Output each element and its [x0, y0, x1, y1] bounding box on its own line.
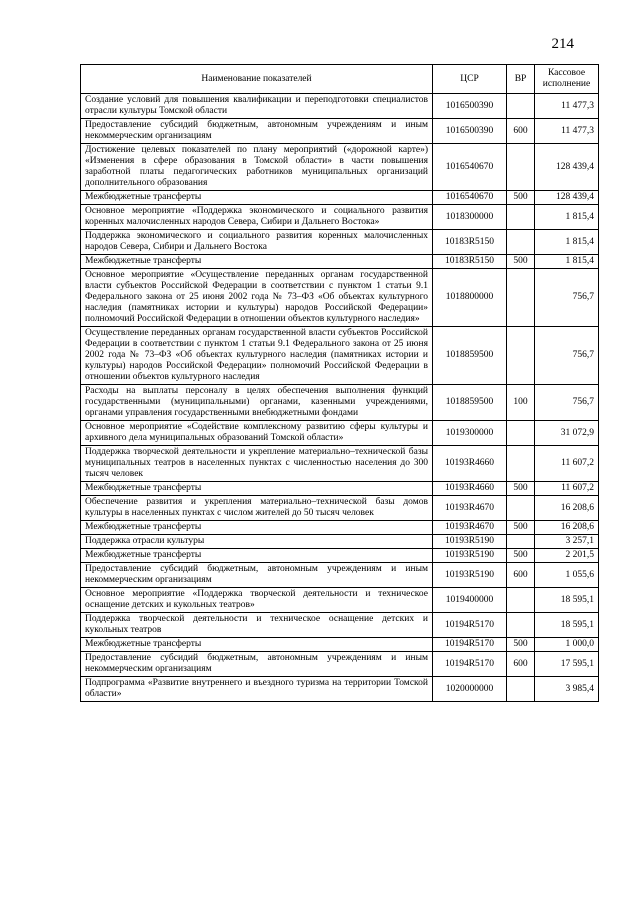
cell-csr: 10193R4660: [433, 446, 507, 482]
cell-sum: 756,7: [535, 327, 599, 385]
cell-sum: 16 208,6: [535, 496, 599, 521]
page-number: 214: [551, 36, 574, 52]
table-row: [81, 191, 599, 205]
budget-table: [80, 64, 599, 702]
cell-sum: 756,7: [535, 269, 599, 327]
cell-sum: 756,7: [535, 385, 599, 421]
cell-vr: [507, 144, 535, 191]
cell-vr: [507, 613, 535, 638]
cell-name: Подпрограмма «Развитие внутреннего и въездного туризма на территории Томской области»: [81, 677, 433, 702]
cell-csr: 10183R5150: [433, 255, 507, 269]
table-row: [81, 549, 599, 563]
cell-name: Поддержка творческой деятельности и укрепление материально–технической базы муниципальных театров в населенных пунктах с численностью населения до 300 тысяч человек: [81, 446, 433, 482]
cell-name: Межбюджетные трансферты: [81, 638, 433, 652]
cell-sum: 18 595,1: [535, 588, 599, 613]
cell-name: Достижение целевых показателей по плану мероприятий («дорожной карте») «Изменения в сфере образования в Томской области» в части повышения заработной платы педагогических работников муниципальных организаций дополнительного образования: [81, 144, 433, 191]
cell-csr: 10194R5170: [433, 613, 507, 638]
header-name: Наименование показателей: [81, 65, 433, 94]
cell-vr: 500: [507, 255, 535, 269]
table-row: [81, 521, 599, 535]
header-vr: ВР: [507, 65, 535, 94]
cell-sum: 1 815,4: [535, 255, 599, 269]
cell-name: Поддержка творческой деятельности и техническое оснащение детских и кукольных театров: [81, 613, 433, 638]
table-row: [81, 588, 599, 613]
table-row: [81, 94, 599, 119]
cell-vr: [507, 446, 535, 482]
cell-vr: [507, 496, 535, 521]
cell-csr: 1016540670: [433, 144, 507, 191]
cell-sum: 1 055,6: [535, 563, 599, 588]
table-row: [81, 563, 599, 588]
cell-name: Поддержка экономического и социального развития коренных малочисленных народов Севера, Сибири и Дальнего Востока: [81, 230, 433, 255]
cell-name: Создание условий для повышения квалификации и переподготовки специалистов отрасли культуры Томской области: [81, 94, 433, 119]
cell-name: Основное мероприятие «Содействие комплексному развитию сферы культуры и архивного дела муниципальных образований Томской области»: [81, 421, 433, 446]
cell-csr: 1018300000: [433, 205, 507, 230]
cell-name: Расходы на выплаты персоналу в целях обеспечения выполнения функций государственными (муниципальными) органами, казенными учреждениями, органами управления государственными внебюджетными фондами: [81, 385, 433, 421]
cell-vr: 500: [507, 549, 535, 563]
cell-sum: 11 477,3: [535, 94, 599, 119]
cell-vr: 100: [507, 385, 535, 421]
header-sum: Кассовое исполнение: [535, 65, 599, 94]
cell-name: Межбюджетные трансферты: [81, 482, 433, 496]
cell-csr: 1018859500: [433, 385, 507, 421]
cell-csr: 1016500390: [433, 94, 507, 119]
cell-name: Поддержка отрасли культуры: [81, 535, 433, 549]
table-row: [81, 638, 599, 652]
cell-sum: 31 072,9: [535, 421, 599, 446]
cell-vr: 500: [507, 638, 535, 652]
cell-csr: 10193R4670: [433, 521, 507, 535]
cell-vr: [507, 535, 535, 549]
cell-vr: 600: [507, 119, 535, 144]
table-row: [81, 613, 599, 638]
cell-vr: [507, 327, 535, 385]
cell-csr: 10194R5170: [433, 638, 507, 652]
cell-vr: 600: [507, 563, 535, 588]
cell-name: Межбюджетные трансферты: [81, 549, 433, 563]
cell-csr: 10193R4670: [433, 496, 507, 521]
cell-sum: 11 477,3: [535, 119, 599, 144]
table-row: [81, 482, 599, 496]
cell-name: Обеспечение развития и укрепления материально–технической базы домов культуры в населенных пунктах с числом жителей до 50 тысяч человек: [81, 496, 433, 521]
cell-sum: 16 208,6: [535, 521, 599, 535]
cell-name: Основное мероприятие «Осуществление переданных органам государственной власти субъектов Российской Федерации в соответствии с пунктом 1 статьи 9.1 Федерального закона от 25 июня 2002 года № 73–ФЗ «Об объектах культурного наследия (памятниках истории и культуры) народов Российской Федерации» полномочий Российской Федерации в отношении объектов культурного наследия»: [81, 269, 433, 327]
cell-vr: [507, 677, 535, 702]
cell-csr: 10193R4660: [433, 482, 507, 496]
cell-name: Межбюджетные трансферты: [81, 521, 433, 535]
cell-vr: [507, 269, 535, 327]
cell-name: Основное мероприятие «Поддержка экономического и социального развития коренных малочисленных народов Севера, Сибири и Дальнего Востока»: [81, 205, 433, 230]
cell-sum: 2 201,5: [535, 549, 599, 563]
cell-sum: 128 439,4: [535, 191, 599, 205]
table-row: [81, 255, 599, 269]
cell-csr: 1016540670: [433, 191, 507, 205]
cell-name: Предоставление субсидий бюджетным, автономным учреждениям и иным некоммерческим организациям: [81, 563, 433, 588]
cell-vr: 600: [507, 652, 535, 677]
cell-sum: 1 000,0: [535, 638, 599, 652]
table-row: [81, 421, 599, 446]
table-row: [81, 535, 599, 549]
cell-sum: 11 607,2: [535, 446, 599, 482]
cell-name: Предоставление субсидий бюджетным, автономным учреждениям и иным некоммерческим организациям: [81, 119, 433, 144]
cell-sum: 17 595,1: [535, 652, 599, 677]
cell-name: Межбюджетные трансферты: [81, 255, 433, 269]
table-row: [81, 327, 599, 385]
table-row: [81, 446, 599, 482]
cell-vr: 500: [507, 191, 535, 205]
cell-vr: [507, 421, 535, 446]
cell-name: Межбюджетные трансферты: [81, 191, 433, 205]
cell-csr: 1016500390: [433, 119, 507, 144]
cell-csr: 10193R5190: [433, 549, 507, 563]
cell-sum: 3 985,4: [535, 677, 599, 702]
cell-vr: [507, 588, 535, 613]
cell-name: Осуществление переданных органам государственной власти субъектов Российской Федерации в соответствии с пунктом 1 статьи 9.1 Федерального закона от 25 июня 2002 года № 73–ФЗ «Об объектах культурного наследия (памятниках истории и культуры) народов Российской Федерации» полномочий Российской Федерации в отношении объектов культурного наследия: [81, 327, 433, 385]
cell-sum: 128 439,4: [535, 144, 599, 191]
cell-vr: [507, 205, 535, 230]
table-row: [81, 119, 599, 144]
cell-sum: 1 815,4: [535, 230, 599, 255]
table-row: [81, 269, 599, 327]
cell-vr: [507, 94, 535, 119]
cell-csr: 10194R5170: [433, 652, 507, 677]
cell-sum: 1 815,4: [535, 205, 599, 230]
cell-sum: 3 257,1: [535, 535, 599, 549]
table-row: [81, 496, 599, 521]
table-row: [81, 205, 599, 230]
cell-sum: 18 595,1: [535, 613, 599, 638]
cell-name: Основное мероприятие «Поддержка творческой деятельности и техническое оснащение детских и кукольных театров»: [81, 588, 433, 613]
table-row: [81, 385, 599, 421]
table-row: [81, 677, 599, 702]
cell-csr: 1020000000: [433, 677, 507, 702]
cell-vr: 500: [507, 482, 535, 496]
cell-csr: 1018800000: [433, 269, 507, 327]
table-row: [81, 652, 599, 677]
header-csr: ЦСР: [433, 65, 507, 94]
cell-csr: 10193R5190: [433, 563, 507, 588]
table-header-row: [81, 65, 599, 94]
cell-vr: 500: [507, 521, 535, 535]
cell-csr: 1019400000: [433, 588, 507, 613]
cell-vr: [507, 230, 535, 255]
table-row: [81, 230, 599, 255]
cell-sum: 11 607,2: [535, 482, 599, 496]
table-row: [81, 144, 599, 191]
cell-csr: 10183R5150: [433, 230, 507, 255]
cell-csr: 10193R5190: [433, 535, 507, 549]
cell-name: Предоставление субсидий бюджетным, автономным учреждениям и иным некоммерческим организациям: [81, 652, 433, 677]
cell-csr: 1019300000: [433, 421, 507, 446]
cell-csr: 1018859500: [433, 327, 507, 385]
